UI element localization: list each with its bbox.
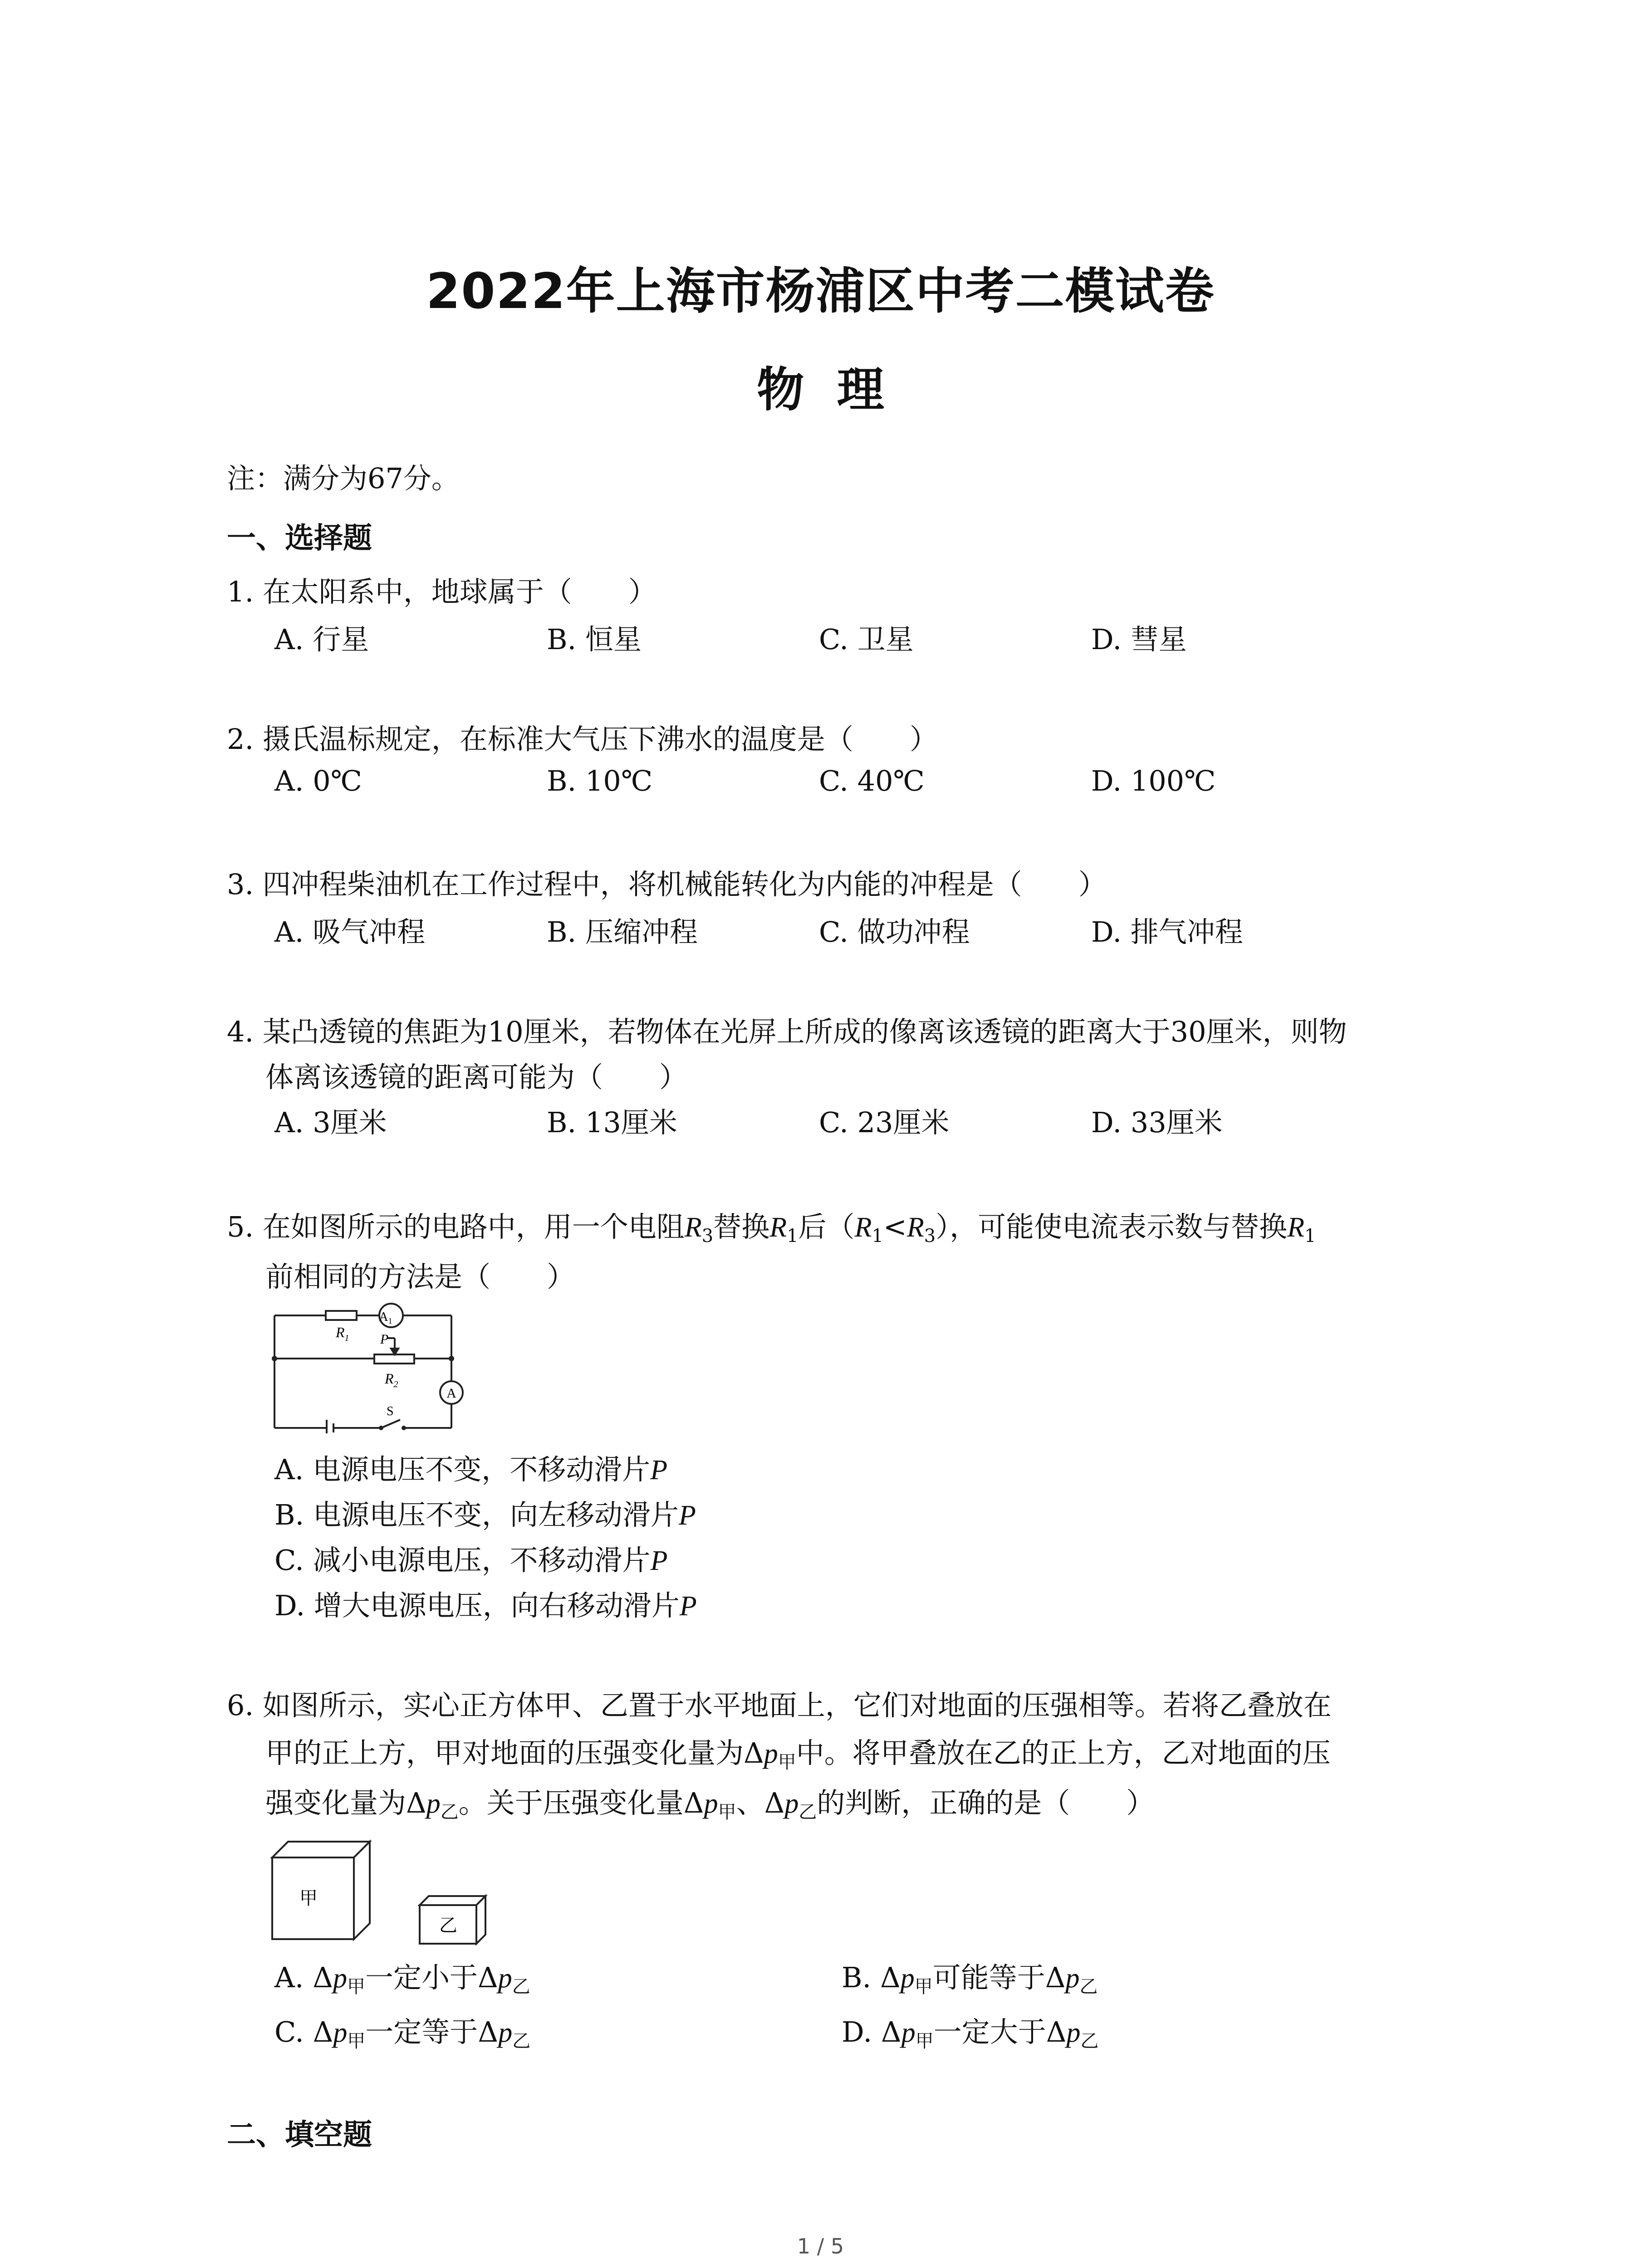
q5-var-r3b-sub: 3	[924, 1226, 936, 1246]
q2-option-b: B. 10℃	[547, 764, 653, 797]
circuit-s-label: S	[387, 1404, 394, 1418]
q4-option-b: B. 13厘米	[547, 1106, 677, 1139]
question-6-stem-line3: 强变化量为$\Delta p_乙$。关于压强变化量$\Delta p_甲$、$\Delta p_乙$的判断，正确的是（ ）	[265, 1786, 1155, 1823]
circuit-diagram	[268, 1302, 476, 1433]
cube-yi-label: 乙	[439, 1915, 457, 1936]
q5-text-3: 后（	[798, 1210, 855, 1243]
q5-var-r1: R	[769, 1212, 787, 1243]
q2-option-d: D. 100℃	[1091, 764, 1216, 797]
q1-option-c: C. 卫星	[819, 623, 914, 656]
question-2-stem: 2. 摄氏温标规定，在标准大气压下沸水的温度是（ ）	[227, 723, 938, 756]
circuit-r2-label: $R_2$	[385, 1370, 398, 1389]
q5-option-b: B. 电源电压不变，向左移动滑片P	[274, 1498, 696, 1531]
q6-option-c: C. $\Delta p_甲$一定等于$\Delta p_乙$	[274, 2015, 531, 2052]
q5-var-r1-sub: 1	[787, 1226, 798, 1246]
cube-jia-label: 甲	[299, 1888, 318, 1908]
q5-var-r3: R	[684, 1212, 702, 1243]
q5-text-4: ），可能使电流表示数与替换	[936, 1210, 1288, 1243]
question-3-stem: 3. 四冲程柴油机在工作过程中，将机械能转化为内能的冲程是（ ）	[227, 868, 1107, 901]
question-1-stem: 1. 在太阳系中，地球属于（ ）	[227, 575, 656, 608]
q5-var-r3b: R	[906, 1212, 924, 1243]
section-fill-heading: 二、填空题	[227, 2118, 372, 2152]
q2-option-c: C. 40℃	[819, 764, 925, 797]
q5-var-r1b-sub: 1	[872, 1226, 883, 1246]
q2-option-a: A. 0℃	[274, 764, 362, 797]
q3-option-d: D. 排气冲程	[1091, 915, 1243, 948]
q5-option-a: A. 电源电压不变，不移动滑片P	[274, 1453, 668, 1486]
question-6-stem-line1: 6. 如图所示，实心正方体甲、乙置于水平地面上，它们对地面的压强相等。若将乙叠放在	[227, 1689, 1332, 1722]
q6-option-d: D. $\Delta p_甲$一定大于$\Delta p_乙$	[842, 2015, 1099, 2052]
q5-option-d: D. 增大电源电压，向右移动滑片P	[274, 1589, 697, 1622]
circuit-a-label: A	[446, 1386, 456, 1401]
subject-title: 物 理	[757, 362, 884, 417]
q4-option-a: A. 3厘米	[274, 1106, 387, 1139]
q1-option-b: B. 恒星	[547, 623, 642, 656]
q3-option-c: C. 做功冲程	[819, 915, 970, 948]
section-choice-heading: 一、选择题	[227, 522, 372, 555]
q6-option-a: A. $\Delta p_甲$一定小于$\Delta p_乙$	[274, 1961, 530, 1997]
q5-option-c: C. 减小电源电压，不移动滑片P	[274, 1544, 668, 1577]
question-5-stem-line2: 前相同的方法是（ ）	[265, 1260, 575, 1293]
cubes-diagram	[268, 1837, 495, 1946]
question-4-stem-line1: 4. 某凸透镜的焦距为10厘米，若物体在光屏上所成的像离该透镜的距离大于30厘米，则物	[227, 1015, 1347, 1048]
question-5-stem-line1	[227, 1204, 1316, 1246]
q5-var-r1b: R	[854, 1212, 872, 1243]
q5-var-r1c-sub: 1	[1304, 1226, 1316, 1246]
q5-text-2: 替换	[713, 1210, 770, 1243]
circuit-a1-label: $A_1$	[379, 1310, 392, 1325]
page-title: 2022年上海市杨浦区中考二模试卷	[426, 263, 1215, 320]
circuit-r1-label: $R_1$	[336, 1324, 349, 1343]
score-note: 注：满分为67分。	[227, 462, 460, 495]
q1-option-d: D. 彗星	[1091, 623, 1187, 656]
q1-option-a: A. 行星	[274, 623, 369, 656]
q4-option-c: C. 23厘米	[819, 1106, 950, 1139]
q3-option-a: A. 吸气冲程	[274, 915, 426, 948]
question-4-stem-line2: 体离该透镜的距离可能为（ ）	[265, 1061, 688, 1094]
q5-less-than: <	[883, 1210, 907, 1243]
q4-option-d: D. 33厘米	[1091, 1106, 1223, 1139]
q5-var-r1c: R	[1287, 1212, 1305, 1243]
q5-text-1: 5. 在如图所示的电路中，用一个电阻	[227, 1210, 685, 1243]
q6-option-b: B. $\Delta p_甲$可能等于$\Delta p_乙$	[842, 1961, 1098, 1997]
question-6-stem-line2: 甲的正上方，甲对地面的压强变化量为$\Delta p_甲$中。将甲叠放在乙的正上方，乙对地面的压	[265, 1736, 1331, 1773]
q3-option-b: B. 压缩冲程	[547, 915, 698, 948]
page-number: 1 / 5	[797, 2234, 844, 2258]
q5-var-r3-sub: 3	[701, 1226, 714, 1246]
circuit-p-label: P	[380, 1332, 389, 1347]
